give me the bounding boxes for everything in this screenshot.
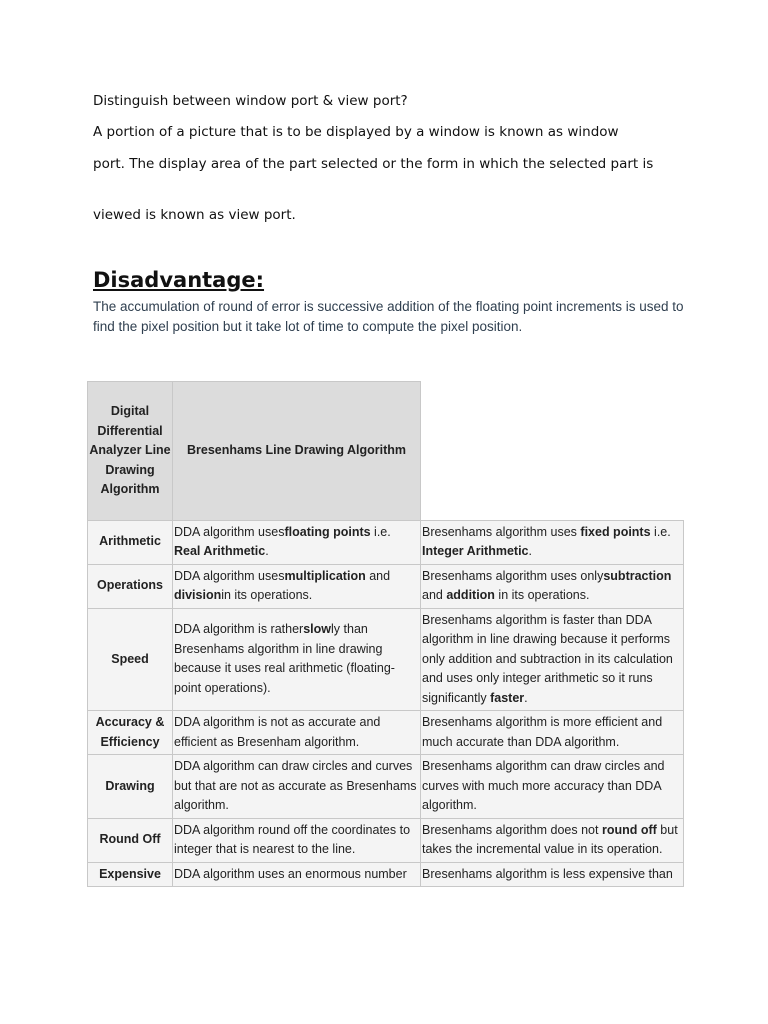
row-label: Expensive xyxy=(88,862,173,887)
header-dda: Digital Differential Analyzer Line Drawing Algorithm xyxy=(88,382,173,521)
dda-cell: DDA algorithm uses an enormous number xyxy=(173,862,421,887)
table-row xyxy=(88,755,684,819)
header-empty-cell xyxy=(421,382,684,521)
table-row xyxy=(88,608,684,711)
bresenham-cell: Bresenhams algorithm is less expensive than xyxy=(421,862,684,887)
dda-cell: DDA algorithm is ratherslowly than Bresenhams algorithm in line drawing because it uses real arithmetic (floating-point operations). xyxy=(173,608,421,711)
dda-cell: DDA algorithm usesfloating points i.e. Real Arithmetic. xyxy=(173,520,421,564)
dda-cell: DDA algorithm round off the coordinates to integer that is nearest to the line. xyxy=(173,818,421,862)
answer-line-3: viewed is known as view port. xyxy=(93,207,296,223)
row-label: Round Off xyxy=(88,818,173,862)
bresenham-cell: Bresenhams algorithm is more efficient and much accurate than DDA algorithm. xyxy=(421,711,684,755)
row-label: Accuracy & Efficiency xyxy=(88,711,173,755)
bresenham-cell: Bresenhams algorithm uses fixed points i.e. Integer Arithmetic. xyxy=(421,520,684,564)
row-label: Drawing xyxy=(88,755,173,819)
dda-cell: DDA algorithm can draw circles and curves but that are not as accurate as Bresenhams algorithm. xyxy=(173,755,421,819)
row-label: Operations xyxy=(88,564,173,608)
question-text: Distinguish between window port & view port? xyxy=(93,93,408,109)
table-header-row xyxy=(88,382,684,521)
dda-cell: DDA algorithm usesmultiplication and divisionin its operations. xyxy=(173,564,421,608)
header-bresenham: Bresenhams Line Drawing Algorithm xyxy=(173,382,421,521)
table-row xyxy=(88,520,684,564)
bresenham-cell: Bresenhams algorithm uses onlysubtraction and addition in its operations. xyxy=(421,564,684,608)
table-row xyxy=(88,862,684,887)
table-row xyxy=(88,711,684,755)
answer-line-1: A portion of a picture that is to be displayed by a window is known as window xyxy=(93,124,619,140)
answer-line-2: port. The display area of the part selected or the form in which the selected part is xyxy=(93,156,654,172)
bresenham-cell: Bresenhams algorithm is faster than DDA algorithm in line drawing because it performs only addition and subtraction in its calculation and uses only integer arithmetic so it runs significantly faster. xyxy=(421,608,684,711)
table-row xyxy=(88,818,684,862)
comparison-table xyxy=(87,381,684,887)
bresenham-cell: Bresenhams algorithm does not round off but takes the incremental value in its operation. xyxy=(421,818,684,862)
dda-cell: DDA algorithm is not as accurate and efficient as Bresenham algorithm. xyxy=(173,711,421,755)
disadvantage-heading: Disadvantage: xyxy=(93,268,265,292)
row-label: Speed xyxy=(88,608,173,711)
row-label: Arithmetic xyxy=(88,520,173,564)
table-row xyxy=(88,564,684,608)
bresenham-cell: Bresenhams algorithm can draw circles and curves with much more accuracy than DDA algorithm. xyxy=(421,755,684,819)
disadvantage-text: The accumulation of round of error is successive addition of the floating point increments is used to find the pixel position but it take lot of time to compute the pixel position. xyxy=(93,299,684,334)
